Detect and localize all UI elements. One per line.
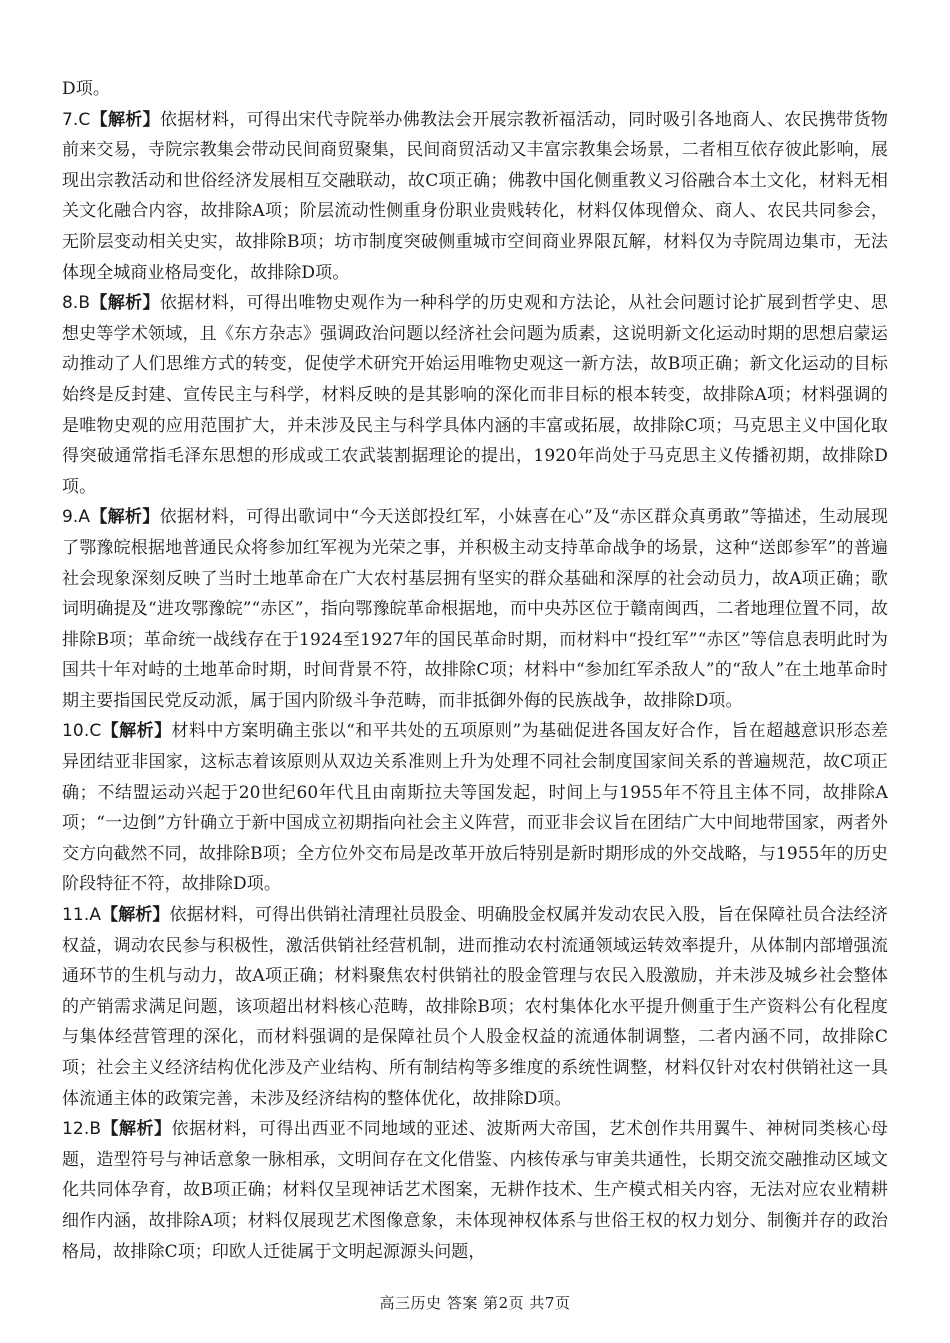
answer-item-10 (62, 716, 888, 900)
answer-text: 依据材料，可得出西亚不同地域的亚述、波斯两大帝国，艺术创作共用翼牛、神树同类核心母题，造型符号与神话意象一脉相承，文明间存在文化借鉴、内核传承与审美共通性，长期交流交融推动区域文化共同体孕育，故B项正确；材料仅呈现神话艺术图案，无耕作技术、生产模式相关内容，无法对应农业精耕细作内涵，故排除A项；材料仅展现艺术图像意象，未体现神权体系与世俗王权的权力划分、制衡并存的政治格局，故排除C项；印欧人迁徙属于文明起源源头问题， (62, 1119, 888, 1262)
answer-text: 依据材料，可得出唯物史观作为一种科学的历史观和方法论，从社会问题讨论扩展到哲学史、思想史等学术领域，且《东方杂志》强调政治问题以经济社会问题为质素，这说明新文化运动时期的思想启蒙运动推动了人们思维方式的转变，促使学术研究开始运用唯物史观这一新方法，故B项正确；新文化运动的目标始终是反封建、宣传民主与科学，材料反映的是其影响的深化而非目标的根本转变，故排除A项；材料强调的是唯物史观的应用范围扩大，并未涉及民主与科学具体内涵的丰富或拓展，故排除C项；马克思主义中国化取得突破通常指毛泽东思想的形成或工农武装割据理论的提出，1920年尚处于马克思主义传播初期，故排除D项。 (62, 293, 888, 497)
answer-item-9 (62, 502, 888, 716)
continuation-text: D项。 (62, 79, 110, 99)
answer-item-11 (62, 900, 888, 1114)
answer-text: 依据材料，可得出宋代寺院举办佛教法会开展宗教祈福活动，同时吸引各地商人、农民携带货物前来交易，寺院宗教集会带动民间商贸聚集，民间商贸活动又丰富宗教集会场景，二者相互依存彼此影响，展现出宗教活动和世俗经济发展相互交融联动，故C项正确；佛教中国化侧重教义习俗融合本土文化，材料无相关文化融合内容，故排除A项；阶层流动性侧重身份职业贵贱转化，材料仅体现僧众、商人、农民共同参会，无阶层变动相关史实，故排除B项；坊市制度突破侧重城市空间商业界限瓦解，材料仅为寺院周边集市，无法体现全城商业格局变化，故排除D项。 (62, 109, 889, 283)
answer-content (62, 74, 888, 1267)
answer-item-12 (62, 1114, 888, 1267)
answer-text: 依据材料，可得出供销社清理社员股金、明确股金权属并发动农民入股，旨在保障社员合法经济权益，调动农民参与积极性，激活供销社经营机制，进而推动农村流通领域运转效率提升，从体制内部增强流通环节的生机与动力，故A项正确；材料聚焦农村供销社的股金管理与农民入股激励，并未涉及城乡社会整体的产销需求满足问题，该项超出材料核心范畴，故排除B项；农村集体化水平提升侧重于生产资料公有化程度与集体经营管理的深化，而材料强调的是保障社员个人股金权益的流通体制调整，二者内涵不同，故排除C项；社会主义经济结构优化涉及产业结构、所有制结构等多维度的系统性调整，材料仅针对农村供销社这一具体流通主体的政策完善，未涉及经济结构的整体优化，故排除D项。 (62, 905, 888, 1109)
answer-number: 12.B (62, 1119, 102, 1140)
analysis-tag: 【解析】 (101, 905, 170, 926)
analysis-tag: 【解析】 (101, 721, 172, 742)
analysis-tag: 【解析】 (90, 293, 160, 314)
answer-text: 依据材料，可得出歌词中“今天送郎投红军，小妹喜在心”及“赤区群众真勇敢”等描述，生动展现了鄂豫皖根据地普通民众将参加红军视为光荣之事，并积极主动支持革命战争的场景，这种“送郎参军”的普遍社会现象深刻反映了当时土地革命在广大农村基层拥有坚实的群众基础和深厚的社会动员力，故A项正确；歌词明确提及“进攻鄂豫皖”“赤区”，指向鄂豫皖革命根据地，而中央苏区位于赣南闽西，二者地理位置不同，故排除B项；革命统一战线存在于1924至1927年的国民革命时期，而材料中“投红军”“赤区”等信息表明此时为国共十年对峙的土地革命时期，时间背景不符，故排除C项；材料中“参加红军杀敌人”的“敌人”在土地革命时期主要指国民党反动派，属于国内阶级斗争范畴，而非抵御外侮的民族战争，故排除D项。 (62, 507, 888, 711)
answer-number: 9.A (62, 507, 91, 528)
analysis-tag: 【解析】 (90, 109, 160, 130)
analysis-tag: 【解析】 (101, 1119, 172, 1140)
answer-number: 8.B (62, 293, 91, 314)
answer-text: 材料中方案明确主张以“和平共处的五项原则”为基础促进各国友好合作，旨在超越意识形态差异团结亚非国家，这标志着该原则从双边关系准则上升为处理不同社会制度国家间关系的普遍规范，故C项正确；不结盟运动兴起于20世纪60年代且由南斯拉夫等国发起，时间上与1955年不符且主体不同，故排除A项；“一边倒”方针确立于新中国成立初期指向社会主义阵营，而亚非会议旨在团结广大中间地带国家，两者外交方向截然不同，故排除B项；全方位外交布局是改革开放后特别是新时期形成的外交战略，与1955年的历史阶段特征不符，故排除D项。 (62, 721, 888, 895)
answer-item-7 (62, 105, 888, 289)
answer-number: 11.A (62, 905, 102, 926)
answer-number: 10.C (62, 721, 102, 742)
analysis-tag: 【解析】 (90, 507, 160, 528)
answer-number: 7.C (62, 109, 91, 130)
page-footer: 高三历史 答案 第2页 共7页 (379, 1294, 571, 1312)
answer-item-8 (62, 288, 888, 502)
